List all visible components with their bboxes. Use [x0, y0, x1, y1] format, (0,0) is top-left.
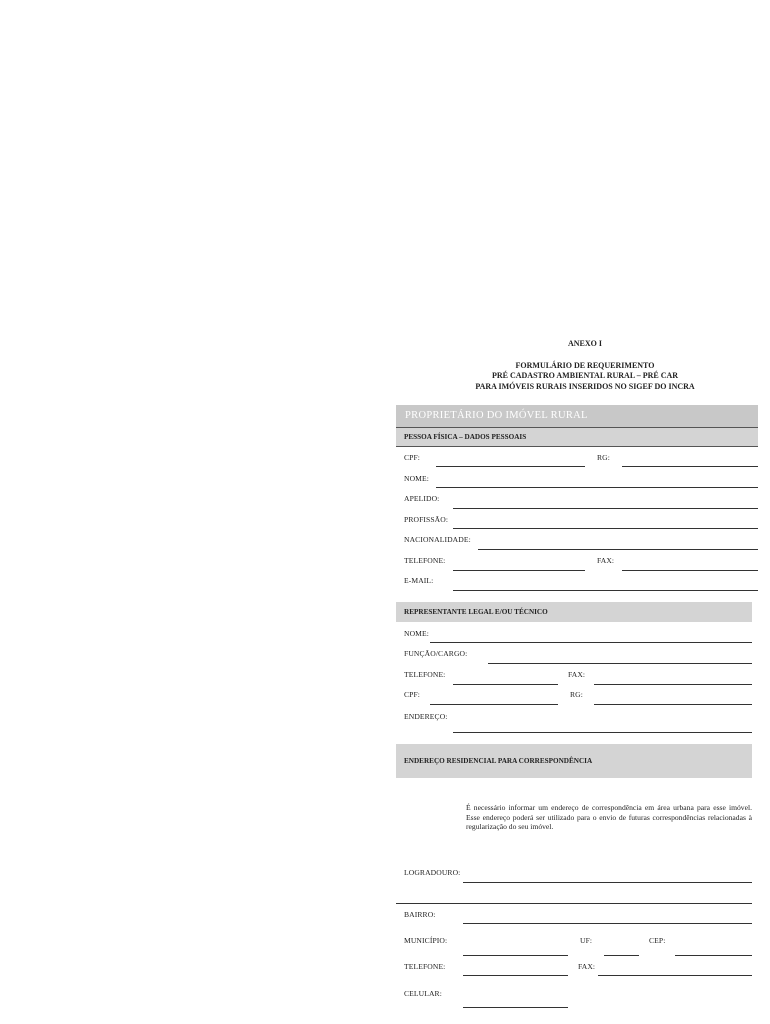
rep-nome-label: NOME: — [404, 629, 429, 638]
annex-title: ANEXO I — [567, 339, 602, 348]
address-fax-label: FAX: — [578, 962, 596, 971]
municipio-field[interactable] — [463, 955, 568, 956]
rep-funcao-label: FUNÇÃO/CARGO: — [404, 649, 468, 658]
form-title-line3: PARA IMÓVEIS RURAIS INSERIDOS NO SIGEF DO INCRA — [475, 382, 695, 391]
nome-field[interactable] — [436, 487, 758, 488]
rep-endereco-field[interactable] — [453, 732, 752, 733]
apelido-field[interactable] — [453, 508, 758, 509]
rep-telefone-field[interactable] — [453, 684, 558, 685]
rep-funcao-field[interactable] — [488, 663, 752, 664]
email-field[interactable] — [453, 590, 758, 591]
logradouro-label: LOGRADOURO: — [404, 868, 461, 877]
rep-fax-label: FAX: — [568, 670, 586, 679]
address-section-header — [396, 744, 752, 778]
nome-label: NOME: — [404, 474, 429, 483]
representative-section-header — [396, 602, 752, 622]
rep-cpf-label: CPF: — [404, 690, 421, 699]
cpf-label: CPF: — [404, 453, 421, 462]
rep-rg-field[interactable] — [594, 704, 752, 705]
rep-telefone-label: TELEFONE: — [404, 670, 446, 679]
owner-section-header — [396, 405, 758, 427]
personal-data-subheader — [396, 428, 758, 446]
form-title-line2: PRÉ CADASTRO AMBIENTAL RURAL – PRÉ CAR — [491, 371, 679, 380]
uf-field[interactable] — [604, 955, 639, 956]
nacionalidade-label: NACIONALIDADE: — [404, 535, 471, 544]
rep-endereco-label: ENDEREÇO: — [404, 712, 448, 721]
rg-label: RG: — [597, 453, 610, 462]
rep-fax-field[interactable] — [594, 684, 752, 685]
bairro-label: BAIRRO: — [404, 910, 436, 919]
celular-label: CELULAR: — [404, 989, 442, 998]
divider — [396, 446, 758, 447]
cep-field[interactable] — [675, 955, 752, 956]
logradouro-field[interactable] — [463, 882, 752, 883]
logradouro-field-line2[interactable] — [396, 903, 752, 904]
celular-field[interactable] — [463, 1007, 568, 1008]
address-telefone-label: TELEFONE: — [404, 962, 446, 971]
rep-rg-label: RG: — [570, 690, 583, 699]
fax-label: FAX: — [597, 556, 615, 565]
personal-data-subtitle: PESSOA FÍSICA – DADOS PESSOAIS — [404, 433, 527, 441]
bairro-field[interactable] — [463, 923, 752, 924]
nacionalidade-field[interactable] — [478, 549, 758, 550]
form-title-line1: FORMULÁRIO DE REQUERIMENTO — [515, 361, 655, 370]
address-note: É necessário informar um endereço de correspondência em área urbana para esse imóvel. Esse endereço poderá ser utilizado para o envio de futuras correspondências relacionadas à regularização do seu imóvel. — [466, 803, 752, 832]
address-section-title: ENDEREÇO RESIDENCIAL PARA CORRESPONDÊNCIA — [404, 757, 593, 765]
address-telefone-field[interactable] — [463, 975, 568, 976]
telefone-field[interactable] — [453, 570, 585, 571]
cpf-field[interactable] — [436, 466, 585, 467]
cep-label: CEP: — [649, 936, 666, 945]
rg-field[interactable] — [622, 466, 758, 467]
uf-label: UF: — [580, 936, 593, 945]
owner-section-title: PROPRIETÁRIO DO IMÓVEL RURAL — [405, 410, 588, 421]
profissao-field[interactable] — [453, 528, 758, 529]
email-label: E-MAIL: — [404, 576, 434, 585]
profissao-label: PROFISSÃO: — [404, 515, 449, 524]
apelido-label: APELIDO: — [404, 494, 440, 503]
rep-cpf-field[interactable] — [430, 704, 558, 705]
municipio-label: MUNICÍPIO: — [404, 936, 448, 945]
representative-section-title: REPRESENTANTE LEGAL E/OU TÉCNICO — [404, 608, 548, 616]
fax-field[interactable] — [622, 570, 758, 571]
rep-nome-field[interactable] — [430, 642, 752, 643]
address-fax-field[interactable] — [598, 975, 752, 976]
telefone-label: TELEFONE: — [404, 556, 446, 565]
